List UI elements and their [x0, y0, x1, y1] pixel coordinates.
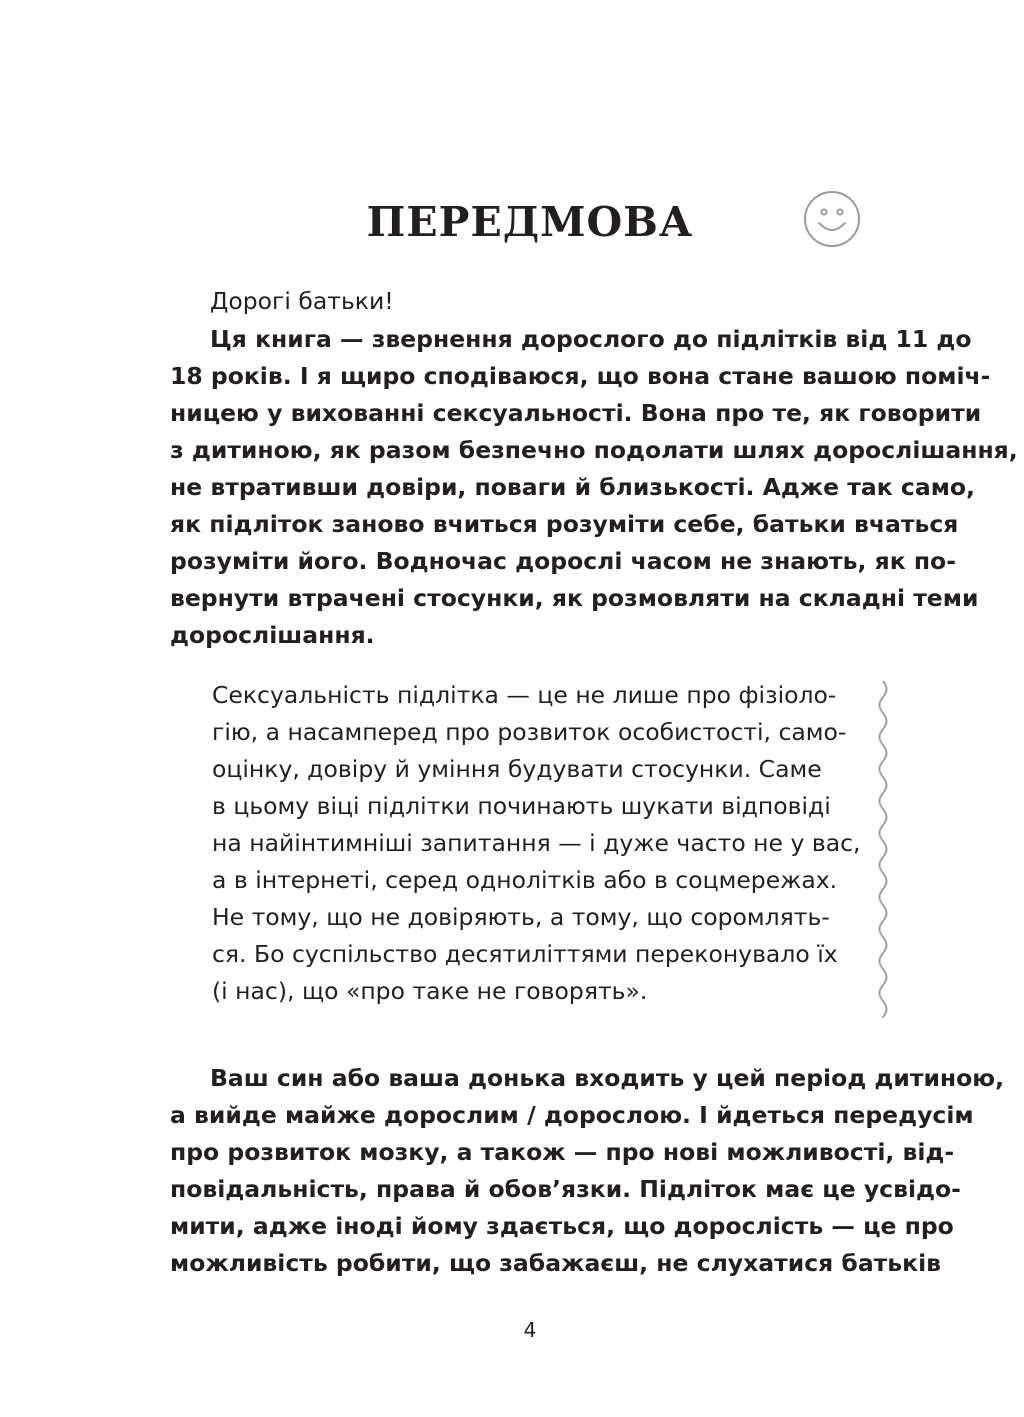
text-line: можливість робити, що забажаєш, не слухатися батьків: [170, 1249, 942, 1277]
body-paragraph: [170, 1060, 1004, 1282]
text-line: повідальність, права й обов’язки. Підліток має це усвідо-: [170, 1175, 961, 1203]
text-line: а вийде майже дорослим / дорослою. І йдеться передусім: [170, 1101, 974, 1129]
smiley-face-icon: [802, 189, 862, 249]
text-line: про розвиток мозку, а також — про нові можливості, від-: [170, 1138, 955, 1166]
page-title: ПЕРЕДМОВА: [366, 198, 694, 246]
quote-line: гію, а насамперед про розвиток особистості, само-: [212, 718, 847, 746]
text-line: мити, адже іноді йому здається, що дорослість — це про: [170, 1212, 954, 1240]
greeting: Дорогі батьки!: [210, 287, 394, 315]
quote-line: Не тому, що не довіряють, а тому, що соромлять-: [212, 903, 830, 931]
page-number: 4: [523, 1318, 537, 1342]
wavy-line-decoration: [872, 681, 894, 1021]
text-line: Ця книга — звернення дорослого до підлітків від 11 до: [210, 325, 972, 353]
quote-line: оцінку, довіру й уміння будувати стосунки. Саме: [212, 755, 822, 783]
quote-line: в цьому віці підлітки починають шукати відповіді: [212, 792, 831, 820]
intro-paragraph: [170, 321, 1018, 654]
greeting-paragraph: [170, 283, 394, 320]
text-line: 18 років. І я щиро сподіваюся, що вона стане вашою поміч-: [170, 362, 991, 390]
text-line: як підліток заново вчиться розуміти себе, батьки вчаться: [170, 510, 959, 538]
text-line: Ваш син або ваша донька входить у цей період дитиною,: [210, 1064, 1005, 1092]
text-line: з дитиною, як разом безпечно подолати шлях дорослішання,: [170, 436, 1018, 464]
text-line: розуміти його. Водночас дорослі часом не знають, як по-: [170, 547, 956, 575]
text-line: вернути втрачені стосунки, як розмовляти на складні теми: [170, 584, 979, 612]
text-line: дорослішання.: [170, 621, 375, 649]
quote-line: Сексуальність підлітка — це не лише про фізіоло-: [212, 681, 837, 709]
quote-line: на найінтимніші запитання — і дуже часто не у вас,: [212, 829, 861, 857]
text-line: ницею у вихованні сексуальності. Вона про те, як говорити: [170, 399, 982, 427]
quote-line: (і нас), що «про таке не говорять».: [212, 977, 648, 1005]
quote-block: [212, 677, 861, 1010]
quote-line: а в інтернеті, серед однолітків або в соцмережах.: [212, 866, 838, 894]
quote-line: ся. Бо суспільство десятиліттями переконувало їх: [212, 940, 838, 968]
text-line: не втративши довіри, поваги й близькості. Адже так само,: [170, 473, 975, 501]
